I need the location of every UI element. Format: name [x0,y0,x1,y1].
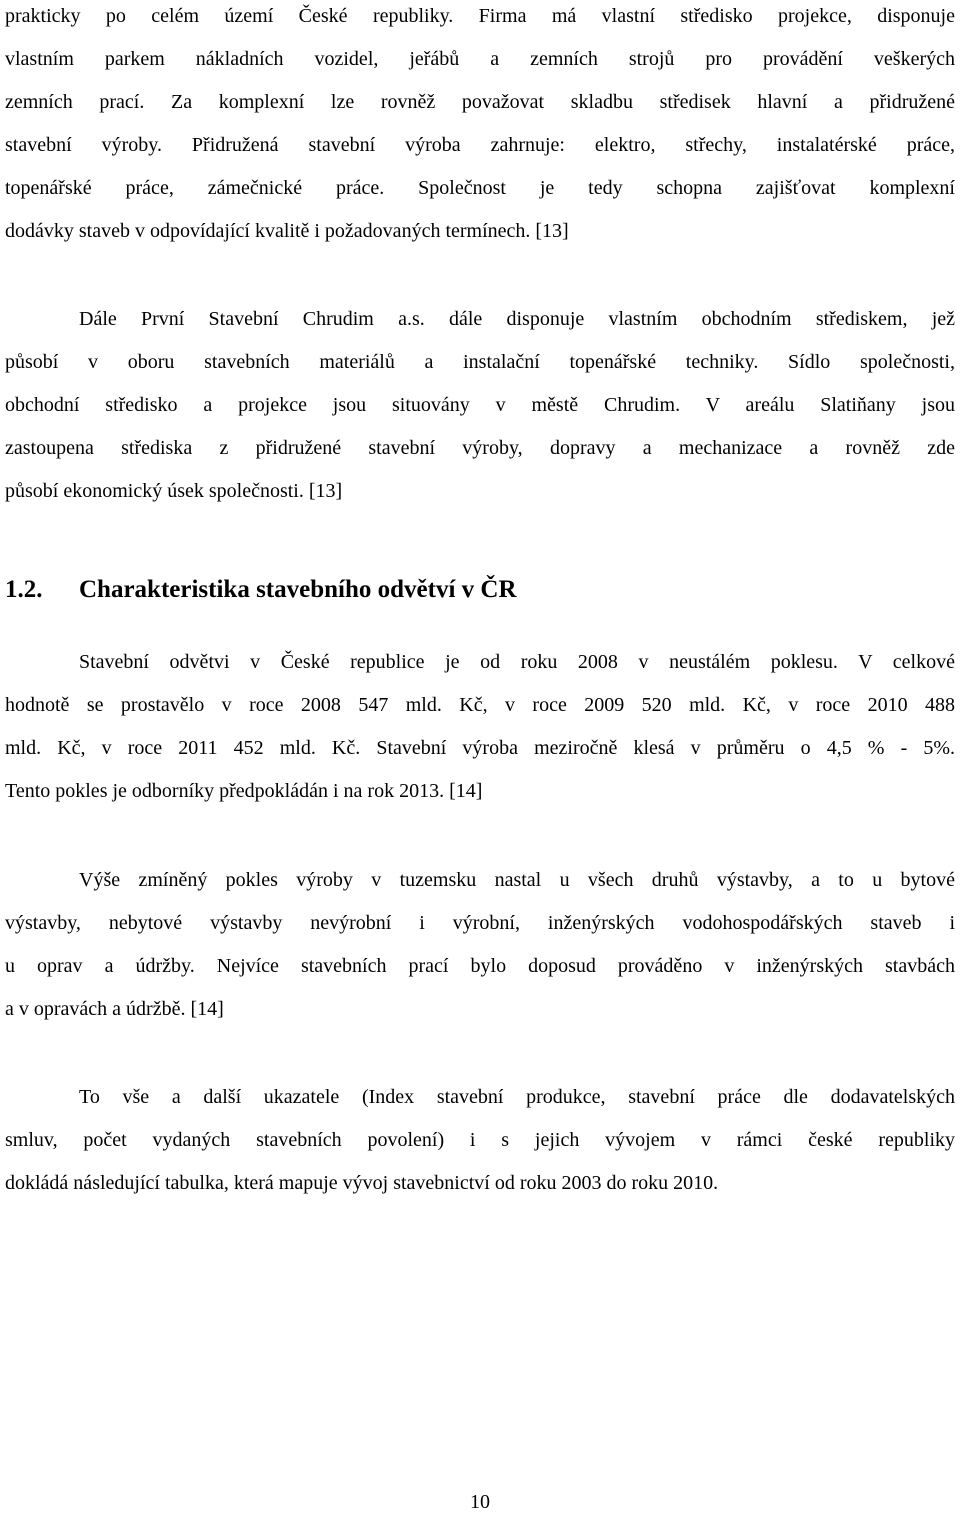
section-heading [5,574,517,606]
section-title: Charakteristika stavebního odvětví v ČR [79,576,517,603]
text-line: mld. Kč, v roce 2011 452 mld. Kč. Stavební výroba meziročně klesá v průměru o 4,5 % - 5%. [5,737,955,759]
text-line: a v opravách a údržbě. [14] [5,998,224,1020]
text-line: To vše a další ukazatele (Index stavební produkce, stavební práce dle dodavatelských [79,1086,955,1108]
text-line: zastoupena střediska z přidružené stavební výroby, dopravy a mechanizace a rovněž zde [5,437,955,459]
text-line: výstavby, nebytové výstavby nevýrobní i výrobní, inženýrských vodohospodářských staveb i [5,912,955,934]
text-line: prakticky po celém území České republiky. Firma má vlastní středisko projekce, disponuje [5,5,955,27]
text-line: působí ekonomický úsek společnosti. [13] [5,480,343,502]
text-line: u oprav a údržby. Nejvíce stavebních prací bylo doposud prováděno v inženýrských stavbách [5,955,955,977]
text-line: Tento pokles je odborníky předpokládán i na rok 2013. [14] [5,780,483,802]
page-number: 10 [470,1491,490,1513]
text-line: hodnotě se prostavělo v roce 2008 547 mld. Kč, v roce 2009 520 mld. Kč, v roce 2010 488 [5,694,955,716]
text-line: Stavební odvětvi v České republice je od roku 2008 v neustálém poklesu. V celkové [79,651,955,673]
text-line: Dále První Stavební Chrudim a.s. dále disponuje vlastním obchodním střediskem, jež [79,308,955,330]
text-line: zemních prací. Za komplexní lze rovněž považovat skladbu středisek hlavní a přidružené [5,91,955,113]
section-number: 1.2. [5,576,43,603]
text-line: působí v oboru stavebních materiálů a instalační topenářské techniky. Sídlo společnosti, [5,351,955,373]
text-line: Výše zmíněný pokles výroby v tuzemsku nastal u všech druhů výstavby, a to u bytové [79,869,955,891]
text-line: topenářské práce, zámečnické práce. Společnost je tedy schopna zajišťovat komplexní [5,177,955,199]
text-line: smluv, počet vydaných stavebních povolení) i s jejich vývojem v rámci české republiky [5,1129,955,1151]
text-line: vlastním parkem nákladních vozidel, jeřábů a zemních strojů pro provádění veškerých [5,48,955,70]
text-line: dokládá následující tabulka, která mapuje vývoj stavebnictví od roku 2003 do roku 2010. [5,1172,719,1194]
text-line: dodávky staveb v odpovídající kvalitě i požadovaných termínech. [13] [5,220,569,242]
text-line: stavební výroby. Přidružená stavební výroba zahrnuje: elektro, střechy, instalatérské práce, [5,134,955,156]
text-line: obchodní středisko a projekce jsou situovány v městě Chrudim. V areálu Slatiňany jsou [5,394,955,416]
